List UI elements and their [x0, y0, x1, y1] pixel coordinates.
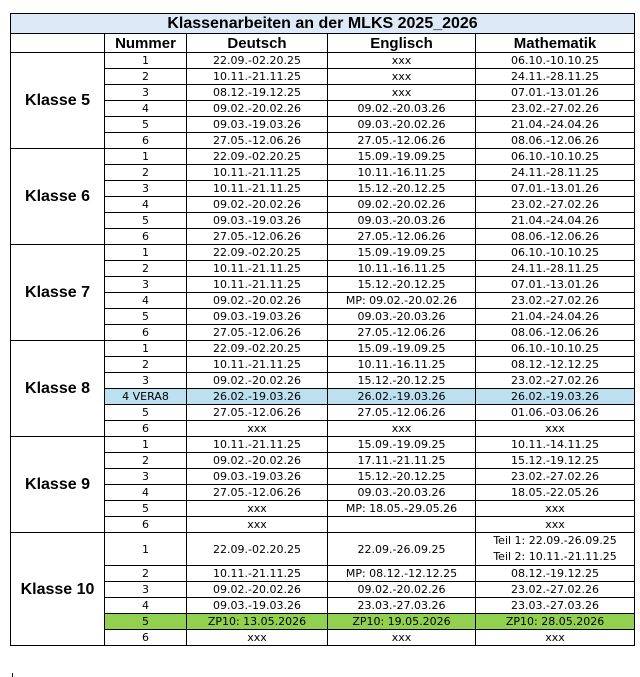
englisch-cell: xxx: [328, 69, 476, 85]
mathematik-cell: 24.11.-28.11.25: [476, 165, 635, 181]
table-row: [11, 53, 635, 69]
table-row: [11, 293, 635, 309]
table-row: [11, 630, 635, 646]
table-row: [11, 197, 635, 213]
deutsch-cell: ZP10: 13.05.2026: [187, 614, 328, 630]
exam-number-cell: 4: [105, 101, 187, 117]
englisch-cell: MP: 09.02.-20.02.26: [328, 293, 476, 309]
exam-number-cell: 6: [105, 133, 187, 149]
englisch-cell: 27.05.-12.06.26: [328, 133, 476, 149]
header-row: [11, 34, 635, 53]
exam-number-cell: 6: [105, 517, 187, 533]
englisch-cell: ZP10: 19.05.2026: [328, 614, 476, 630]
exam-number-cell: 1: [105, 53, 187, 69]
exam-number-cell: 6: [105, 325, 187, 341]
mathematik-cell: 10.11.-14.11.25: [476, 437, 635, 453]
englisch-cell: 15.12.-20.12.25: [328, 469, 476, 485]
exam-schedule-table: [10, 13, 635, 646]
mathematik-cell: 08.12.-19.12.25: [476, 566, 635, 582]
table-row: [11, 437, 635, 453]
table-row: [11, 453, 635, 469]
table-row: [11, 373, 635, 389]
table-row: [11, 85, 635, 101]
mathematik-cell: 21.04.-24.04.26: [476, 309, 635, 325]
exam-number-cell: 6: [105, 421, 187, 437]
deutsch-cell: 09.03.-19.03.26: [187, 117, 328, 133]
mathematik-cell: 21.04.-24.04.26: [476, 117, 635, 133]
table-row: [11, 277, 635, 293]
table-row: [11, 405, 635, 421]
mathematik-cell: 08.06.-12.06.26: [476, 325, 635, 341]
mathematik-cell: 08.06.-12.06.26: [476, 133, 635, 149]
class-label: Klasse 6: [11, 149, 105, 245]
deutsch-cell: 22.09.-02.20.25: [187, 53, 328, 69]
table-row: [11, 582, 635, 598]
mathematik-cell: 23.02.-27.02.26: [476, 293, 635, 309]
exam-number-cell: 4: [105, 598, 187, 614]
exam-number-cell: 2: [105, 261, 187, 277]
deutsch-cell: 22.09.-02.20.25: [187, 245, 328, 261]
deutsch-cell: 10.11.-21.11.25: [187, 437, 328, 453]
exam-number-cell: 3: [105, 277, 187, 293]
mathematik-cell: 07.01.-13.01.26: [476, 85, 635, 101]
englisch-cell: 15.09.-19.09.25: [328, 245, 476, 261]
class-label: Klasse 7: [11, 245, 105, 341]
exam-number-cell: 3: [105, 469, 187, 485]
deutsch-cell: 27.05.-12.06.26: [187, 229, 328, 245]
table-row: [11, 517, 635, 533]
mathematik-cell-line: Teil 2: 10.11.-21.11.25: [493, 550, 617, 563]
deutsch-cell: 22.09.-02.20.25: [187, 341, 328, 357]
exam-number-cell: 2: [105, 453, 187, 469]
exam-number-cell: 5: [105, 117, 187, 133]
mathematik-cell: xxx: [476, 630, 635, 646]
mathematik-cell: 06.10.-10.10.25: [476, 341, 635, 357]
mathematik-cell: 23.02.-27.02.26: [476, 582, 635, 598]
mathematik-cell: 23.02.-27.02.26: [476, 469, 635, 485]
table-row: [11, 341, 635, 357]
cell-edge-mark: [12, 673, 13, 677]
table-row: [11, 229, 635, 245]
table-row: [11, 598, 635, 614]
header-englisch: Englisch: [328, 34, 476, 53]
englisch-cell: 27.05.-12.06.26: [328, 325, 476, 341]
englisch-cell: 17.11.-21.11.25: [328, 453, 476, 469]
table-row: [11, 614, 635, 630]
table-row: [11, 101, 635, 117]
englisch-cell: 10.11.-16.11.25: [328, 165, 476, 181]
exam-number-cell: 2: [105, 566, 187, 582]
table-row: [11, 421, 635, 437]
table-row: [11, 325, 635, 341]
deutsch-cell: 09.03.-19.03.26: [187, 213, 328, 229]
mathematik-cell: 08.12.-12.12.25: [476, 357, 635, 373]
exam-number-cell: 4: [105, 197, 187, 213]
exam-number-cell: 2: [105, 165, 187, 181]
exam-number-cell: 5: [105, 405, 187, 421]
englisch-cell: 15.12.-20.12.25: [328, 373, 476, 389]
deutsch-cell: 09.03.-19.03.26: [187, 598, 328, 614]
exam-number-cell: 3: [105, 85, 187, 101]
deutsch-cell: 08.12.-19.12.25: [187, 85, 328, 101]
exam-number-cell: 4 VERA8: [105, 389, 187, 405]
class-label: Klasse 9: [11, 437, 105, 533]
deutsch-cell: 10.11.-21.11.25: [187, 277, 328, 293]
exam-number-cell: 1: [105, 149, 187, 165]
englisch-cell: xxx: [328, 53, 476, 69]
class-label: Klasse 10: [11, 533, 105, 646]
mathematik-cell: xxx: [476, 517, 635, 533]
englisch-cell: 15.09.-19.09.25: [328, 437, 476, 453]
mathematik-cell: 01.06.-03.06.26: [476, 405, 635, 421]
table-row: [11, 357, 635, 373]
exam-number-cell: 3: [105, 181, 187, 197]
deutsch-cell: 27.05.-12.06.26: [187, 325, 328, 341]
mathematik-cell: 07.01.-13.01.26: [476, 181, 635, 197]
englisch-cell: [328, 517, 476, 533]
exam-number-cell: 5: [105, 501, 187, 517]
englisch-cell: MP: 18.05.-29.05.26: [328, 501, 476, 517]
mathematik-cell: 23.02.-27.02.26: [476, 101, 635, 117]
mathematik-cell: 26.02.-19.03.26: [476, 389, 635, 405]
mathematik-cell: ZP10: 28.05.2026: [476, 614, 635, 630]
mathematik-cell: 23.02.-27.02.26: [476, 373, 635, 389]
deutsch-cell: 10.11.-21.11.25: [187, 357, 328, 373]
deutsch-cell: 27.05.-12.06.26: [187, 485, 328, 501]
englisch-cell: 27.05.-12.06.26: [328, 405, 476, 421]
table-title: Klassenarbeiten an der MLKS 2025_2026: [11, 14, 635, 34]
englisch-cell: 09.02.-20.02.26: [328, 197, 476, 213]
exam-number-cell: 1: [105, 245, 187, 261]
deutsch-cell: 09.02.-20.02.26: [187, 293, 328, 309]
englisch-cell: 09.03.-20.03.26: [328, 213, 476, 229]
exam-number-cell: 1: [105, 341, 187, 357]
englisch-cell: xxx: [328, 421, 476, 437]
deutsch-cell: 09.02.-20.02.26: [187, 582, 328, 598]
deutsch-cell: xxx: [187, 501, 328, 517]
table-row: [11, 213, 635, 229]
englisch-cell: 09.02.-20.02.26: [328, 582, 476, 598]
exam-number-cell: 5: [105, 614, 187, 630]
englisch-cell: 09.03.-20.03.26: [328, 309, 476, 325]
englisch-cell: 09.03.-20.02.26: [328, 117, 476, 133]
englisch-cell: 15.12.-20.12.25: [328, 181, 476, 197]
deutsch-cell: 22.09.-02.20.25: [187, 149, 328, 165]
deutsch-cell: 26.02.-19.03.26: [187, 389, 328, 405]
table-row: [11, 181, 635, 197]
englisch-cell: 27.05.-12.06.26: [328, 229, 476, 245]
table-row: [11, 261, 635, 277]
englisch-cell: 15.09.-19.09.25: [328, 341, 476, 357]
table-row: [11, 69, 635, 85]
mathematik-cell: 24.11.-28.11.25: [476, 261, 635, 277]
exam-number-cell: 3: [105, 582, 187, 598]
englisch-cell: 10.11.-16.11.25: [328, 357, 476, 373]
deutsch-cell: 27.05.-12.06.26: [187, 133, 328, 149]
exam-number-cell: 5: [105, 213, 187, 229]
deutsch-cell: 10.11.-21.11.25: [187, 261, 328, 277]
mathematik-cell: 18.05.-22.05.26: [476, 485, 635, 501]
deutsch-cell: 10.11.-21.11.25: [187, 165, 328, 181]
table-row: [11, 133, 635, 149]
table-row: [11, 533, 635, 566]
table-row: [11, 501, 635, 517]
mathematik-cell: 24.11.-28.11.25: [476, 69, 635, 85]
exam-number-cell: 3: [105, 373, 187, 389]
mathematik-cell: 08.06.-12.06.26: [476, 229, 635, 245]
deutsch-cell: xxx: [187, 517, 328, 533]
mathematik-cell-line: Teil 1: 22.09.-26.09.25: [493, 534, 617, 547]
deutsch-cell: 22.09.-02.20.25: [187, 533, 328, 566]
englisch-cell: 22.09.-26.09.25: [328, 533, 476, 566]
mathematik-cell: 15.12.-19.12.25: [476, 453, 635, 469]
deutsch-cell: 10.11.-21.11.25: [187, 181, 328, 197]
mathematik-cell: [476, 533, 635, 566]
mathematik-cell: xxx: [476, 501, 635, 517]
englisch-cell: xxx: [328, 630, 476, 646]
table-row: [11, 469, 635, 485]
table-row: [11, 389, 635, 405]
header-nummer: Nummer: [105, 34, 187, 53]
englisch-cell: xxx: [328, 85, 476, 101]
deutsch-cell: 27.05.-12.06.26: [187, 405, 328, 421]
class-label: Klasse 8: [11, 341, 105, 437]
exam-number-cell: 4: [105, 485, 187, 501]
table-row: [11, 485, 635, 501]
deutsch-cell: xxx: [187, 630, 328, 646]
deutsch-cell: 09.03.-19.03.26: [187, 309, 328, 325]
deutsch-cell: 09.02.-20.02.26: [187, 101, 328, 117]
deutsch-cell: xxx: [187, 421, 328, 437]
englisch-cell: 15.12.-20.12.25: [328, 277, 476, 293]
englisch-cell: MP: 08.12.-12.12.25: [328, 566, 476, 582]
englisch-cell: 23.03.-27.03.26: [328, 598, 476, 614]
exam-number-cell: 4: [105, 293, 187, 309]
table-row: [11, 566, 635, 582]
englisch-cell: 10.11.-16.11.25: [328, 261, 476, 277]
table-row: [11, 245, 635, 261]
exam-number-cell: 5: [105, 309, 187, 325]
table-row: [11, 117, 635, 133]
deutsch-cell: 09.02.-20.02.26: [187, 373, 328, 389]
mathematik-cell: 23.03.-27.03.26: [476, 598, 635, 614]
deutsch-cell: 10.11.-21.11.25: [187, 69, 328, 85]
mathematik-cell: 06.10.-10.10.25: [476, 245, 635, 261]
mathematik-cell: 07.01.-13.01.26: [476, 277, 635, 293]
englisch-cell: 15.09.-19.09.25: [328, 149, 476, 165]
englisch-cell: 26.02.-19.03.26: [328, 389, 476, 405]
deutsch-cell: 09.02.-20.02.26: [187, 197, 328, 213]
table-row: [11, 165, 635, 181]
exam-number-cell: 2: [105, 357, 187, 373]
header-class: [11, 34, 105, 53]
header-mathematik: Mathematik: [476, 34, 635, 53]
title-row: [11, 14, 635, 34]
table-row: [11, 149, 635, 165]
exam-number-cell: 1: [105, 533, 187, 566]
mathematik-cell: 23.02.-27.02.26: [476, 197, 635, 213]
englisch-cell: 09.02.-20.03.26: [328, 101, 476, 117]
deutsch-cell: 09.02.-20.02.26: [187, 453, 328, 469]
table-row: [11, 309, 635, 325]
mathematik-cell: xxx: [476, 421, 635, 437]
table-body: [11, 53, 635, 646]
mathematik-cell: 21.04.-24.04.26: [476, 213, 635, 229]
mathematik-cell: 06.10.-10.10.25: [476, 53, 635, 69]
exam-number-cell: 6: [105, 630, 187, 646]
exam-number-cell: 1: [105, 437, 187, 453]
exam-number-cell: 6: [105, 229, 187, 245]
header-deutsch: Deutsch: [187, 34, 328, 53]
englisch-cell: 09.03.-20.03.26: [328, 485, 476, 501]
deutsch-cell: 09.03.-19.03.26: [187, 469, 328, 485]
exam-number-cell: 2: [105, 69, 187, 85]
class-label: Klasse 5: [11, 53, 105, 149]
mathematik-cell: 06.10.-10.10.25: [476, 149, 635, 165]
deutsch-cell: 10.11.-21.11.25: [187, 566, 328, 582]
